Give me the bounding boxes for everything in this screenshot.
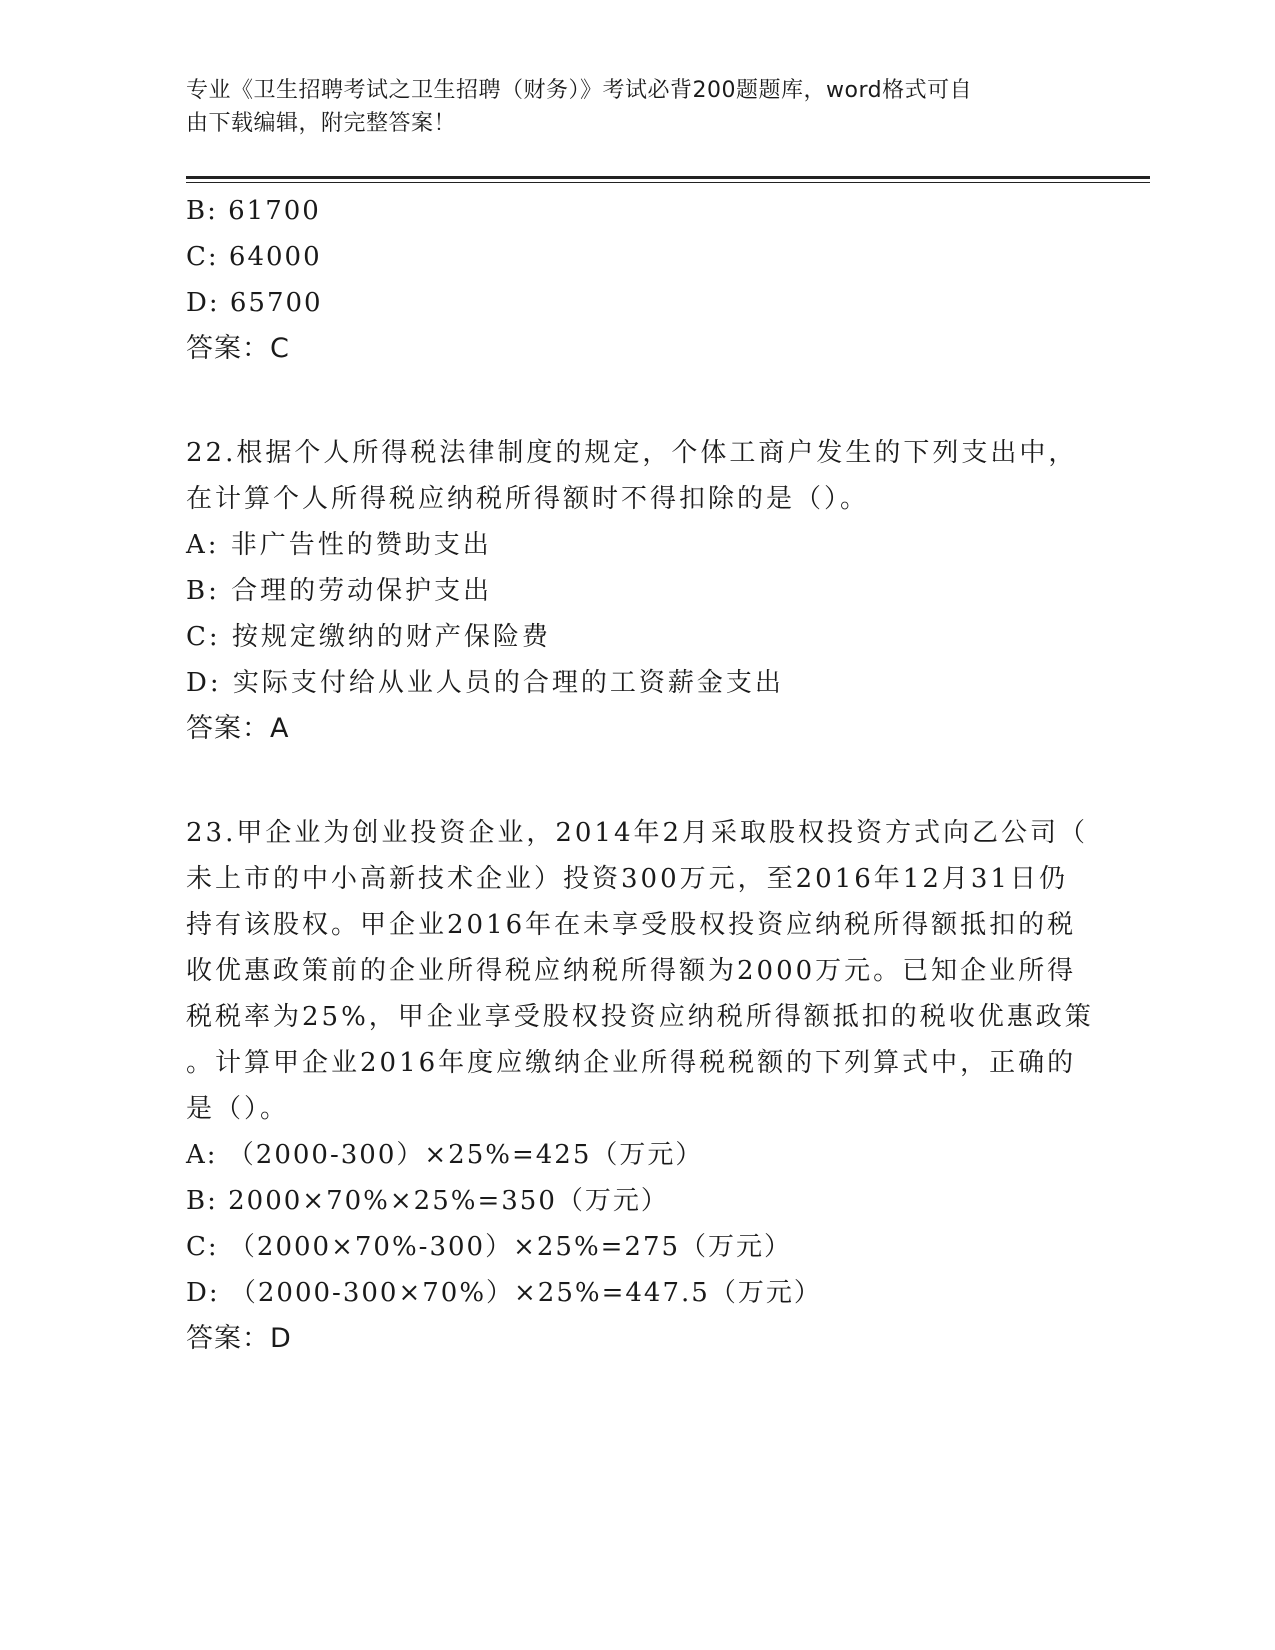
header-divider-thick: [186, 176, 1150, 179]
document-body: [186, 188, 1094, 1362]
q23-stem-line-4: 收优惠政策前的企业所得税应纳税所得额为2000万元。已知企业所得: [186, 956, 1077, 986]
q22-option-d: D: 实际支付给从业人员的合理的工资薪金支出: [186, 668, 784, 698]
q21-option-c: C: 64000: [186, 242, 322, 272]
header-title-line-1: 专业《卫生招聘考试之卫生招聘（财务）》考试必背200题题库，word格式可自: [186, 78, 973, 103]
q23-answer: 答案：D: [186, 1323, 292, 1354]
q22-stem-line-1: 22.根据个人所得税法律制度的规定，个体工商户发生的下列支出中，: [186, 438, 1078, 468]
q23-option-a: A: （2000-300）×25%=425（万元）: [186, 1140, 704, 1170]
q23-option-c: C: （2000×70%-300）×25%=275（万元）: [186, 1232, 793, 1262]
q21-option-b: B: 61700: [186, 196, 321, 226]
question-spacer: [186, 752, 1086, 810]
q23-stem-line-3: 持有该股权。甲企业2016年在未享受股权投资应纳税所得额抵扣的税: [186, 910, 1077, 940]
q22-stem-line-2: 在计算个人所得税应纳税所得额时不得扣除的是（）。: [186, 484, 870, 514]
q22-option-a: A: 非广告性的赞助支出: [186, 530, 492, 560]
q22-option-c: C: 按规定缴纳的财产保险费: [186, 622, 551, 652]
q23-stem-line-5: 税税率为25%，甲企业享受股权投资应纳税所得额抵扣的税收优惠政策: [186, 1002, 1094, 1032]
document-header: [186, 74, 1066, 140]
q22-answer: 答案：A: [186, 713, 290, 744]
q21-option-d: D: 65700: [186, 288, 323, 318]
question-21-tail: [186, 188, 1086, 372]
question-22: [186, 430, 1086, 752]
q23-stem-line-6: 。计算甲企业2016年度应缴纳企业所得税税额的下列算式中，正确的: [186, 1048, 1077, 1078]
q23-option-b: B: 2000×70%×25%=350（万元）: [186, 1186, 669, 1216]
q23-stem-line-2: 未上市的中小高新技术企业）投资300万元，至2016年12月31日仍: [186, 864, 1068, 894]
header-title-line-2: 由下载编辑，附完整答案！: [186, 111, 457, 136]
question-23: [186, 810, 1094, 1362]
q23-stem-line-7: 是（）。: [186, 1094, 290, 1124]
header-divider-thin: [186, 182, 1150, 183]
q22-option-b: B: 合理的劳动保护支出: [186, 576, 493, 606]
question-spacer: [186, 372, 1086, 430]
q23-stem-line-1: 23.甲企业为创业投资企业，2014年2月采取股权投资方式向乙公司（: [186, 818, 1089, 848]
q23-option-d: D: （2000-300×70%）×25%=447.5（万元）: [186, 1278, 822, 1308]
q21-answer: 答案：C: [186, 333, 290, 364]
